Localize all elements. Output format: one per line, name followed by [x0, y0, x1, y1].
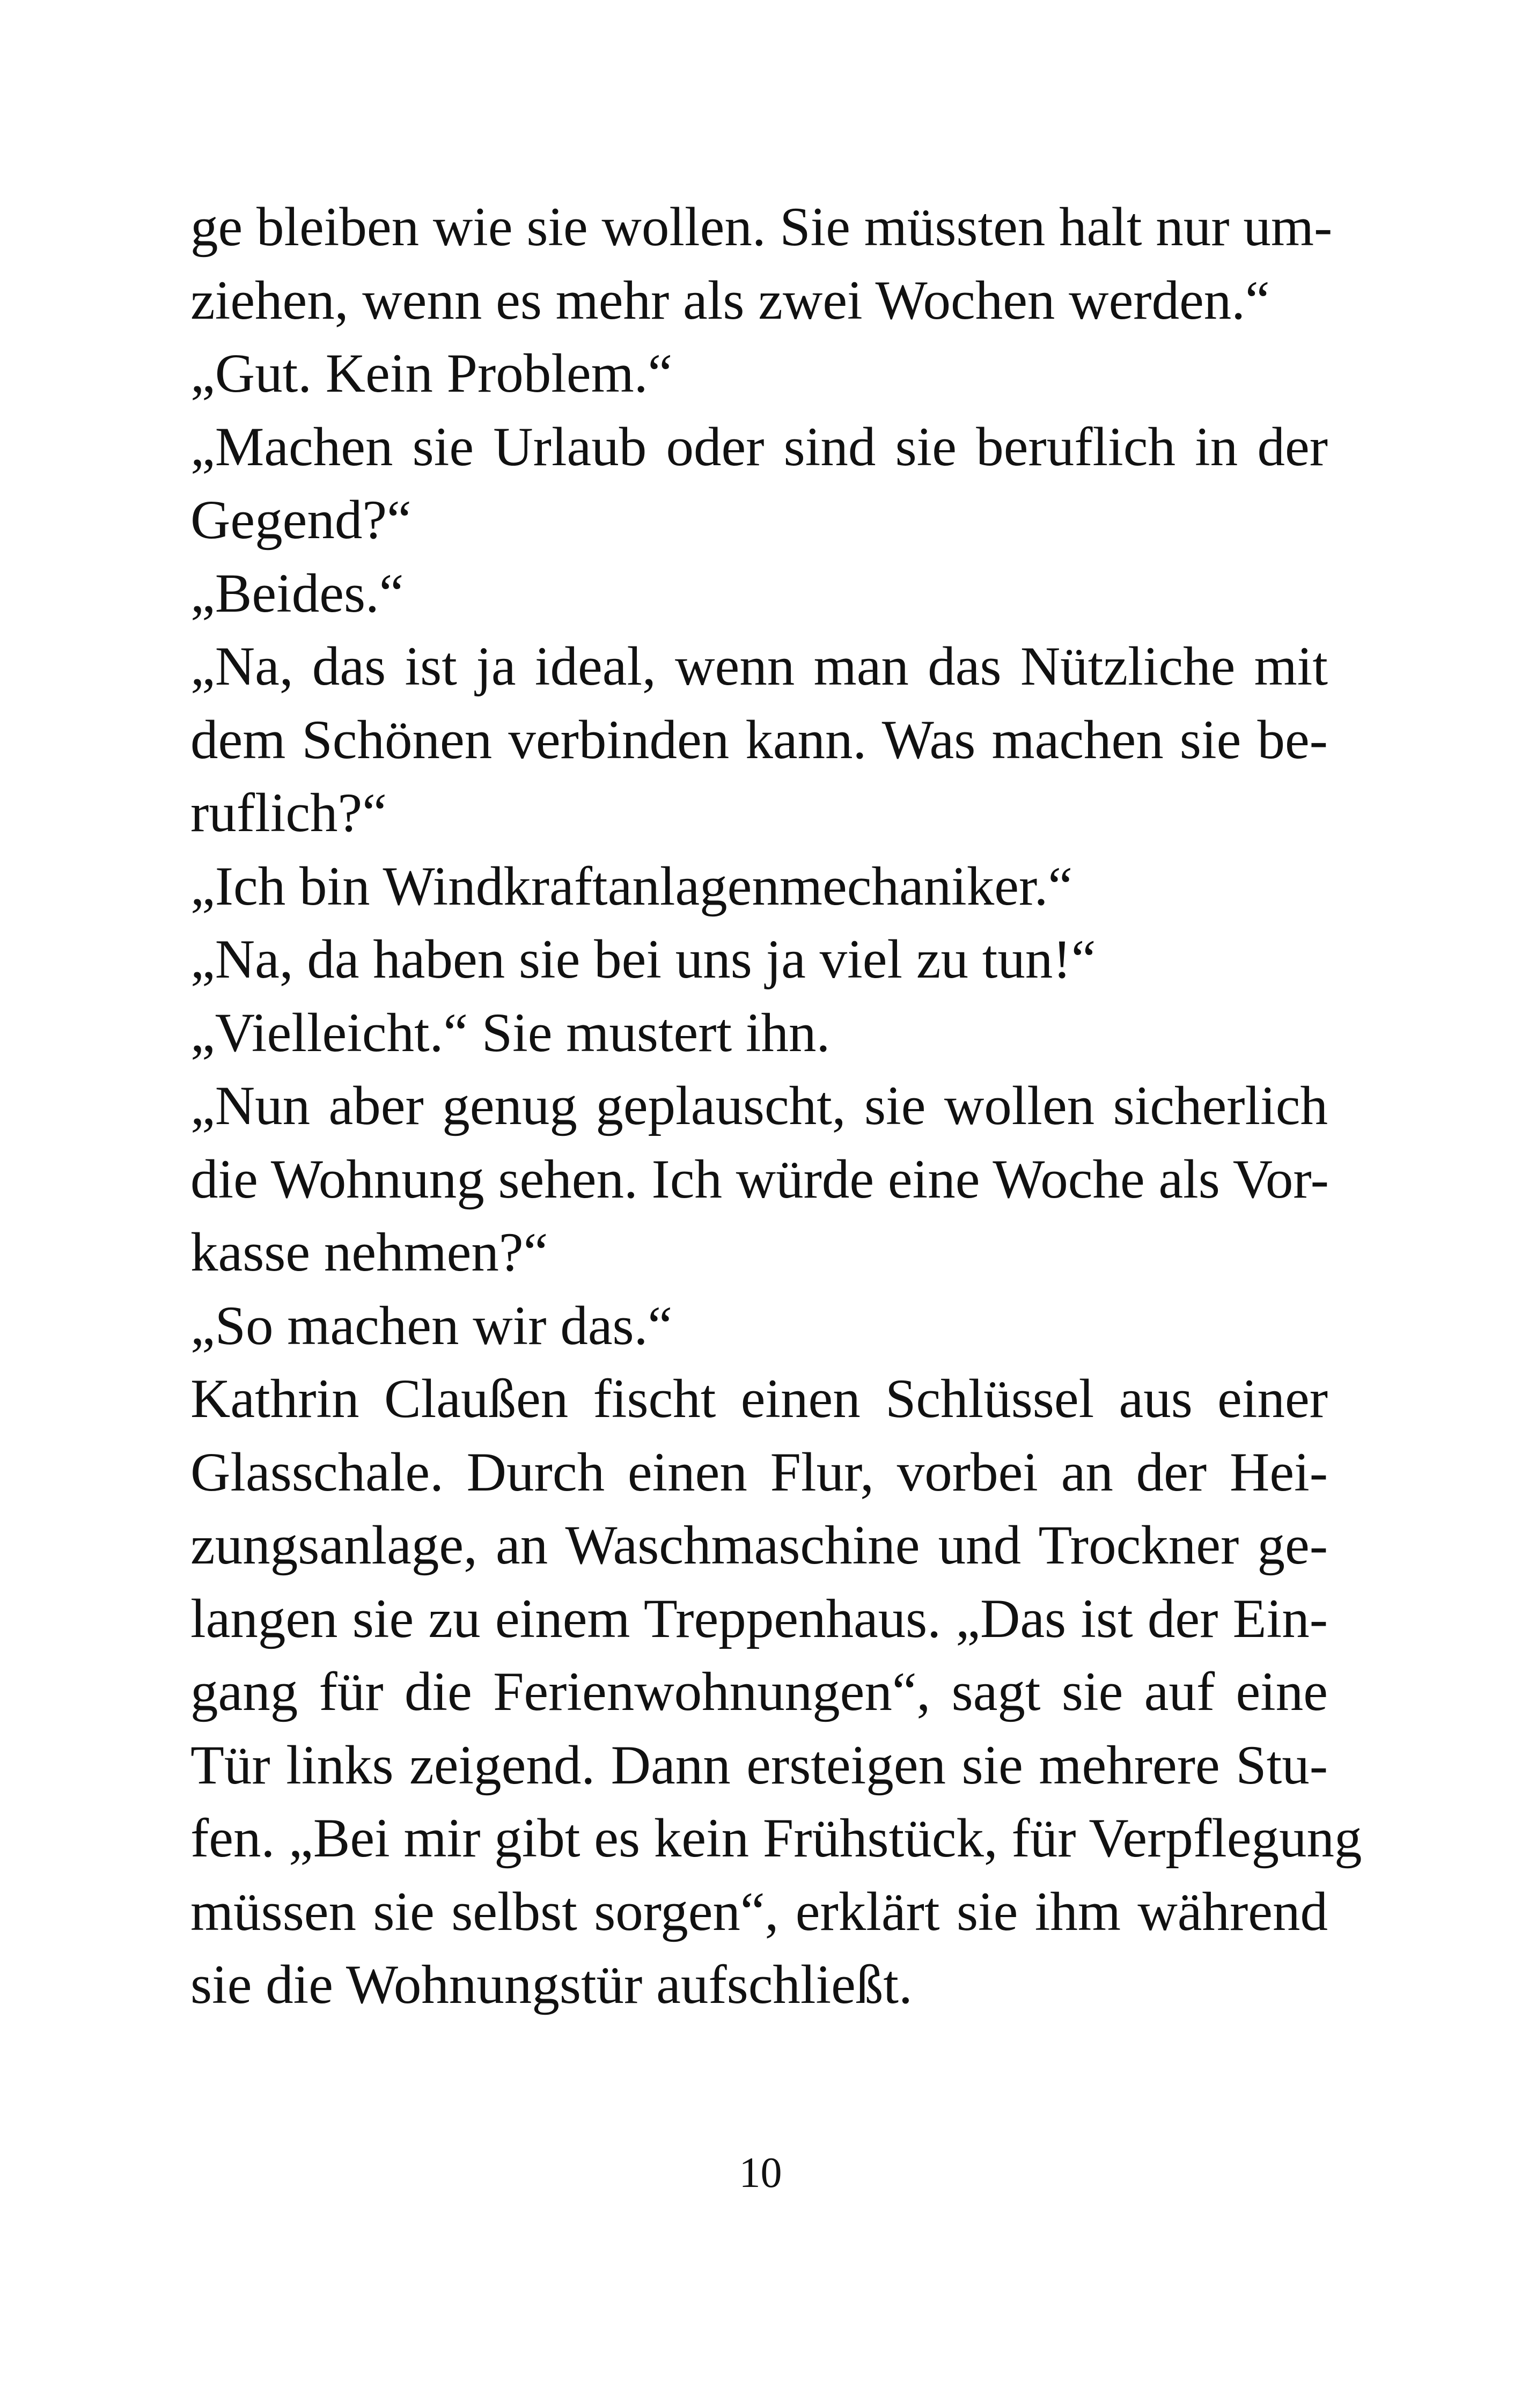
- text-line: „Machen sie Urlaub oder sind sie beruflich in der: [190, 416, 1328, 478]
- text-line: gang für die Ferienwohnungen“, sagt sie auf eine: [190, 1661, 1328, 1722]
- text-line: „Nun aber genug geplauscht, sie wollen sicherlich: [190, 1075, 1328, 1136]
- text-line: fen. „Bei mir gibt es kein Frühstück, für Verpflegung: [190, 1808, 1362, 1869]
- text-line: langen sie zu einem Treppenhaus. „Das ist der Ein-: [190, 1588, 1328, 1649]
- text-line: „Beides.“: [190, 562, 404, 624]
- page-number: 10: [739, 2149, 782, 2197]
- text-line: dem Schönen verbinden kann. Was machen sie be-: [190, 709, 1328, 770]
- text-line: ge bleiben wie sie wollen. Sie müssten halt nur um-: [190, 196, 1333, 258]
- text-line: kasse nehmen?“: [190, 1222, 548, 1283]
- text-line: Gegend?“: [190, 489, 412, 550]
- text-line: Kathrin Claußen fischt einen Schlüssel aus einer: [190, 1368, 1328, 1429]
- text-line: ziehen, wenn es mehr als zwei Wochen werden.“: [190, 269, 1270, 331]
- text-line: „So machen wir das.“: [190, 1295, 673, 1356]
- text-line: müssen sie selbst sorgen“, erklärt sie ihm während: [190, 1881, 1328, 1942]
- text-line: zungsanlage, an Waschmaschine und Trockner ge-: [190, 1515, 1328, 1576]
- text-line: „Gut. Kein Problem.“: [190, 343, 673, 404]
- text-line: ruflich?“: [190, 782, 387, 843]
- body-text: [190, 190, 1362, 2022]
- text-line: „Vielleicht.“ Sie mustert ihn.: [190, 1002, 831, 1063]
- text-line: „Na, da haben sie bei uns ja viel zu tun!“: [190, 929, 1096, 990]
- text-line: „Ich bin Windkraftanlagenmechaniker.“: [190, 855, 1073, 917]
- text-line: Glasschale. Durch einen Flur, vorbei an der Hei-: [190, 1441, 1328, 1503]
- text-line: die Wohnung sehen. Ich würde eine Woche als Vor-: [190, 1148, 1329, 1210]
- text-line: „Na, das ist ja ideal, wenn man das Nützliche mit: [190, 636, 1328, 697]
- text-line: Tür links zeigend. Dann ersteigen sie mehrere Stu-: [190, 1734, 1328, 1796]
- text-line: sie die Wohnungstür aufschließt.: [190, 1954, 913, 2015]
